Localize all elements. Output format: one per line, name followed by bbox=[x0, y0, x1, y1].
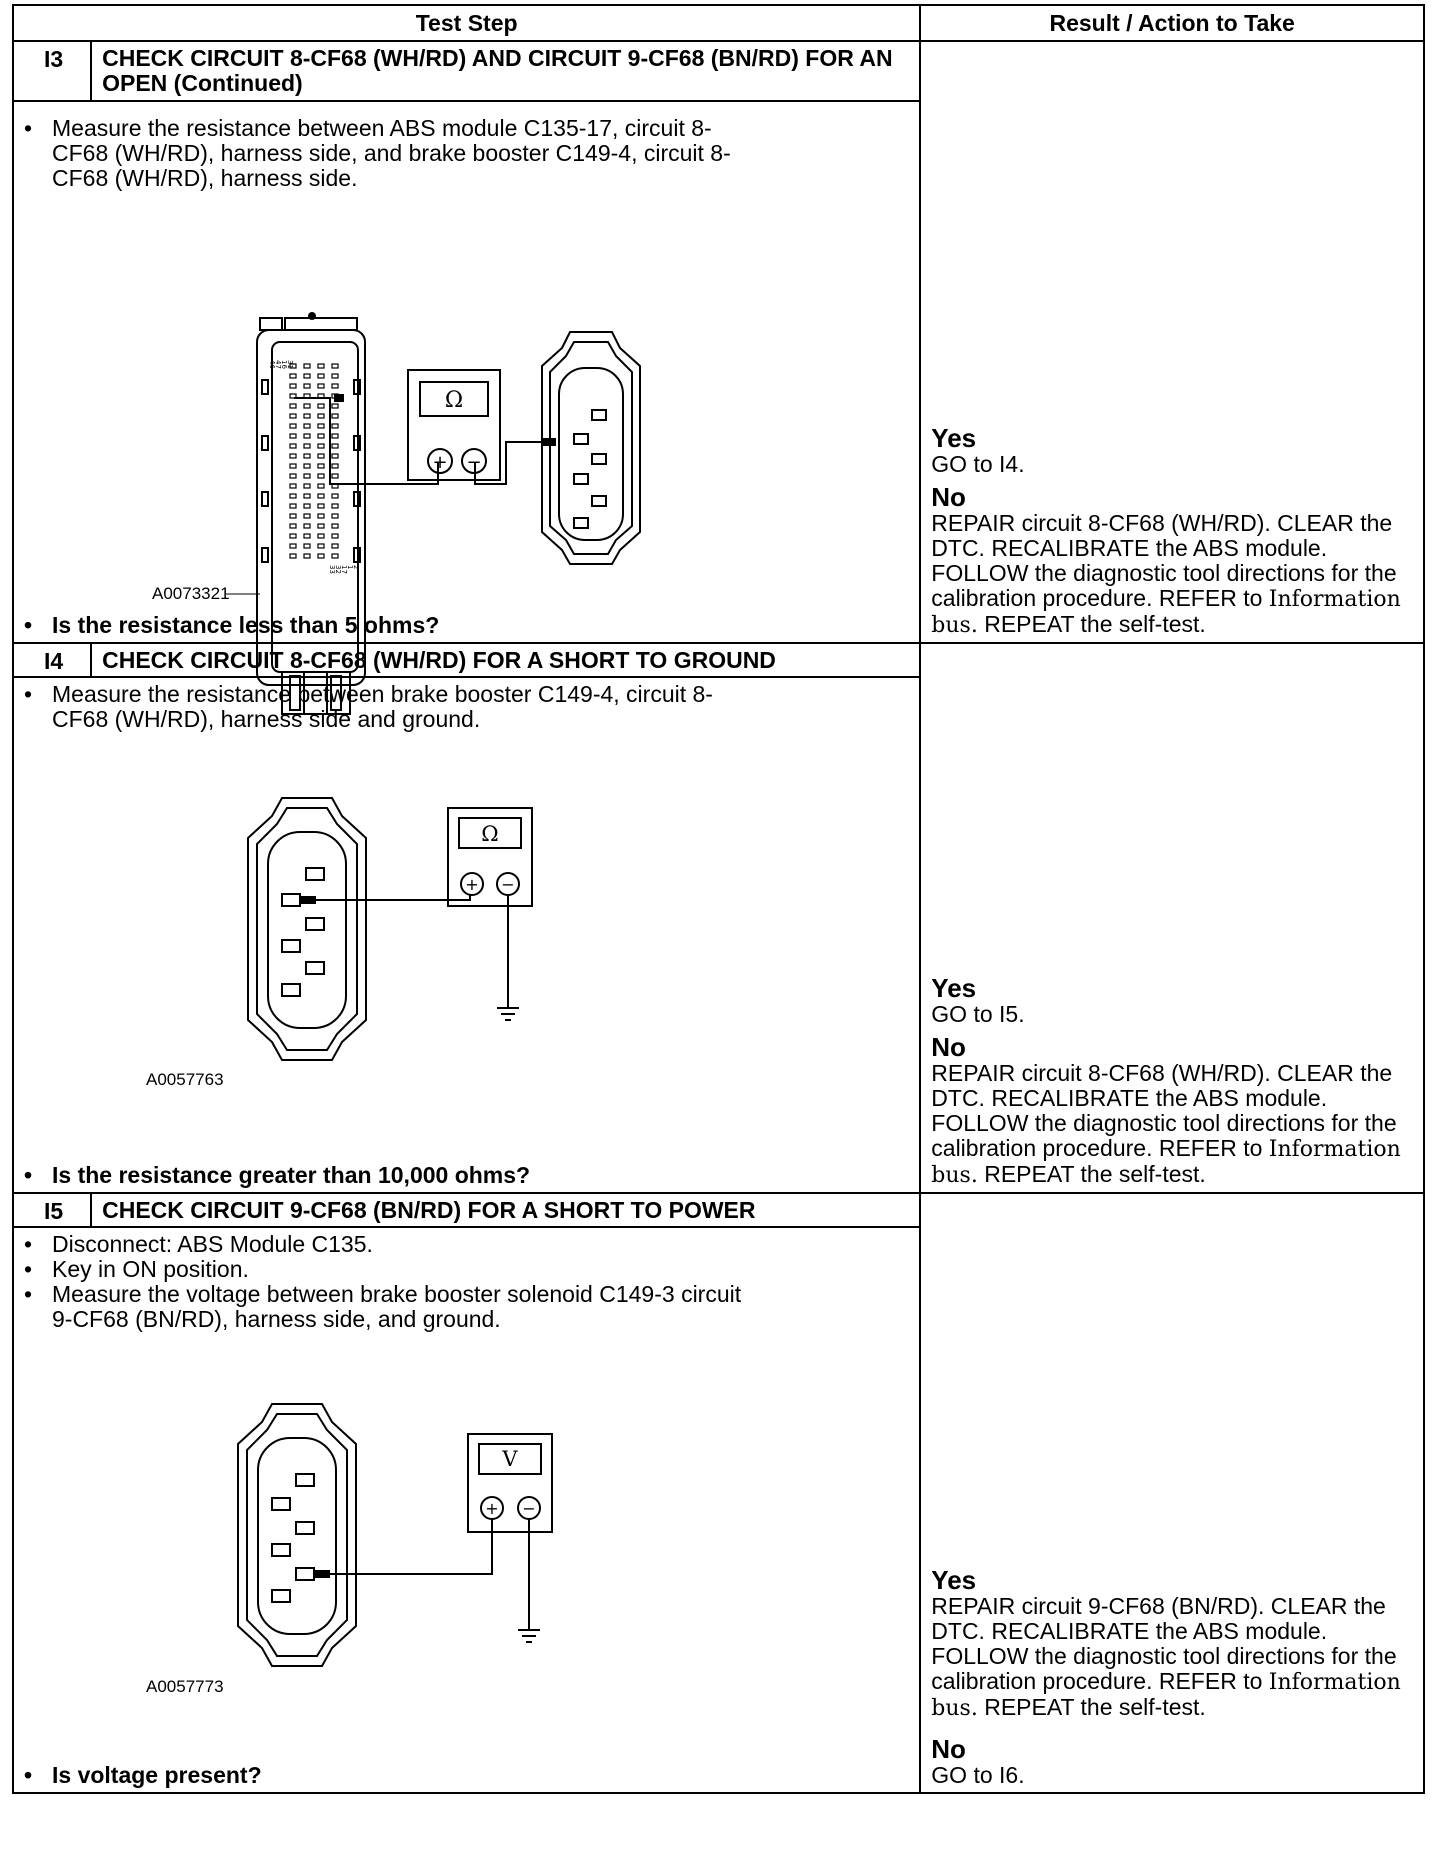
result-yes-text: GO to I4. bbox=[931, 451, 1025, 477]
result-yes-text: GO to I5. bbox=[931, 1001, 1025, 1027]
meter-plus: + bbox=[485, 1499, 499, 1518]
meter-symbol: Ω bbox=[481, 822, 499, 846]
meter-symbol: Ω bbox=[444, 388, 464, 413]
figure-code: A0073321 bbox=[152, 584, 230, 603]
pin-label: 1 bbox=[346, 565, 354, 570]
meter-symbol: V bbox=[502, 1447, 518, 1471]
result-no-tail: REPEAT the self-test. bbox=[984, 1161, 1206, 1187]
pin-label: 31 bbox=[286, 360, 294, 369]
meter-minus: − bbox=[522, 1499, 536, 1518]
step-title: CHECK CIRCUIT 8-CF68 (WH/RD) FOR A SHORT TO GROUND bbox=[91, 643, 920, 677]
step-bullet: • Measure the resistance between brake booster C149-4, circuit 8-CF68 (WH/RD), harness side and ground. bbox=[14, 682, 754, 732]
step-i4-result bbox=[920, 643, 1424, 1193]
step-id: I4 bbox=[13, 643, 91, 677]
brake-booster-connector-icon bbox=[248, 798, 366, 1060]
info-bus-link[interactable]: Information bus. bbox=[931, 1670, 1401, 1721]
ground-symbol-icon bbox=[497, 1008, 519, 1020]
pin-label: 33 bbox=[328, 565, 336, 574]
result-yes-label: Yes bbox=[931, 1565, 977, 1595]
result-no-label: No bbox=[931, 1734, 966, 1764]
probe-tip-icon bbox=[300, 896, 316, 904]
pin-label: 16 bbox=[280, 360, 288, 369]
result-no-block bbox=[931, 1061, 1419, 1188]
step-i3-result bbox=[920, 41, 1424, 643]
step-i3-title-row bbox=[13, 41, 1424, 101]
result-yes-label: Yes bbox=[931, 423, 977, 453]
result-yes-text: REPAIR circuit 9-CF68 (BN/RD). CLEAR the DTC. RECALIBRATE the ABS module. FOLLOW the diagnostic tool directions for the calibration procedure. REFER to bbox=[931, 1593, 1397, 1694]
result-no-text: REPAIR circuit 8-CF68 (WH/RD). CLEAR the DTC. RECALIBRATE the ABS module. FOLLOW the diagnostic tool directions for the calibration procedure. REFER to bbox=[931, 1060, 1397, 1161]
test-leads bbox=[314, 894, 508, 1008]
step-question bbox=[14, 1763, 262, 1788]
step-title: CHECK CIRCUIT 9-CF68 (BN/RD) FOR A SHORT TO POWER bbox=[91, 1193, 920, 1227]
abs-module-resistance-diagram bbox=[14, 230, 774, 603]
pin-label: 2 bbox=[352, 565, 360, 570]
step-bullet: • Measure the resistance between ABS module C135-17, circuit 8-CF68 (WH/RD), harness side, and brake booster C149-4, circuit 8-CF68 (WH/RD), harness side. bbox=[14, 116, 754, 191]
step-i5-title-row bbox=[13, 1193, 1424, 1227]
step-body bbox=[13, 1227, 920, 1793]
result-yes-label: Yes bbox=[931, 973, 977, 1003]
step-bullet: • Disconnect: ABS Module C135. bbox=[14, 1232, 754, 1257]
meter-plus: + bbox=[432, 452, 448, 473]
figure-code: A0057773 bbox=[146, 1677, 224, 1696]
step-body bbox=[13, 677, 920, 1193]
header-result-action: Result / Action to Take bbox=[920, 5, 1424, 41]
question-text: • Is voltage present? bbox=[14, 1763, 262, 1788]
step-bullet: • Measure the voltage between brake booster solenoid C149-3 circuit 9-CF68 (BN/RD), harness side, and ground. bbox=[14, 1282, 754, 1332]
test-leads bbox=[294, 398, 549, 484]
pin-label: 17 bbox=[340, 565, 348, 574]
short-to-ground-diagram bbox=[14, 788, 774, 1088]
test-leads bbox=[328, 1518, 529, 1630]
step-id: I5 bbox=[13, 1193, 91, 1227]
question-text: • Is the resistance less than 5 ohms? bbox=[14, 613, 439, 638]
pin-label: 46 bbox=[268, 360, 276, 369]
result-yes-block bbox=[931, 1594, 1419, 1721]
result-no-block bbox=[931, 511, 1419, 638]
brake-booster-connector-icon bbox=[238, 1404, 356, 1666]
step-bullets bbox=[14, 682, 754, 732]
table-header-row bbox=[13, 5, 1424, 41]
diagnostic-table bbox=[12, 4, 1425, 1794]
abs-pin-labels bbox=[268, 360, 360, 574]
step-question bbox=[14, 613, 439, 638]
step-body bbox=[13, 101, 920, 643]
meter-minus: − bbox=[466, 452, 482, 473]
info-bus-link[interactable]: Information bus. bbox=[931, 1137, 1401, 1188]
diagnostic-table-page bbox=[12, 4, 1425, 1794]
ohmmeter-icon bbox=[408, 370, 500, 480]
step-i5-result bbox=[920, 1193, 1424, 1793]
ground-symbol-icon bbox=[518, 1630, 540, 1642]
step-title: CHECK CIRCUIT 8-CF68 (WH/RD) AND CIRCUIT 9-CF68 (BN/RD) FOR AN OPEN (Continued) bbox=[91, 41, 920, 101]
step-id: I3 bbox=[13, 41, 91, 101]
result-no-text: GO to I6. bbox=[931, 1762, 1025, 1788]
result-no-label: No bbox=[931, 482, 966, 512]
figure-code: A0057763 bbox=[146, 1070, 224, 1089]
brake-booster-connector-icon bbox=[542, 332, 640, 564]
pin-label: 32 bbox=[334, 565, 342, 574]
info-bus-link[interactable]: Information bus. bbox=[931, 587, 1401, 638]
result-no-tail: REPEAT the self-test. bbox=[984, 611, 1206, 637]
pin-label: 47 bbox=[274, 360, 282, 369]
step-bullets bbox=[14, 1232, 754, 1332]
step-i4-title-row bbox=[13, 643, 1424, 677]
header-test-step: Test Step bbox=[13, 5, 920, 41]
probe-tip-icon bbox=[314, 1570, 330, 1578]
short-to-power-diagram bbox=[14, 1398, 774, 1718]
step-question bbox=[14, 1163, 530, 1188]
step-bullets bbox=[14, 116, 754, 191]
question-text: • Is the resistance greater than 10,000 ohms? bbox=[14, 1163, 530, 1188]
result-no-label: No bbox=[931, 1032, 966, 1062]
meter-minus: − bbox=[501, 875, 515, 894]
result-no-text: REPAIR circuit 8-CF68 (WH/RD). CLEAR the DTC. RECALIBRATE the ABS module. FOLLOW the diagnostic tool directions for the calibration procedure. REFER to bbox=[931, 510, 1397, 611]
result-yes-tail: REPEAT the self-test. bbox=[984, 1694, 1206, 1720]
probe-tip-icon bbox=[334, 394, 344, 402]
meter-plus: + bbox=[465, 875, 479, 894]
step-bullet: • Key in ON position. bbox=[14, 1257, 754, 1282]
